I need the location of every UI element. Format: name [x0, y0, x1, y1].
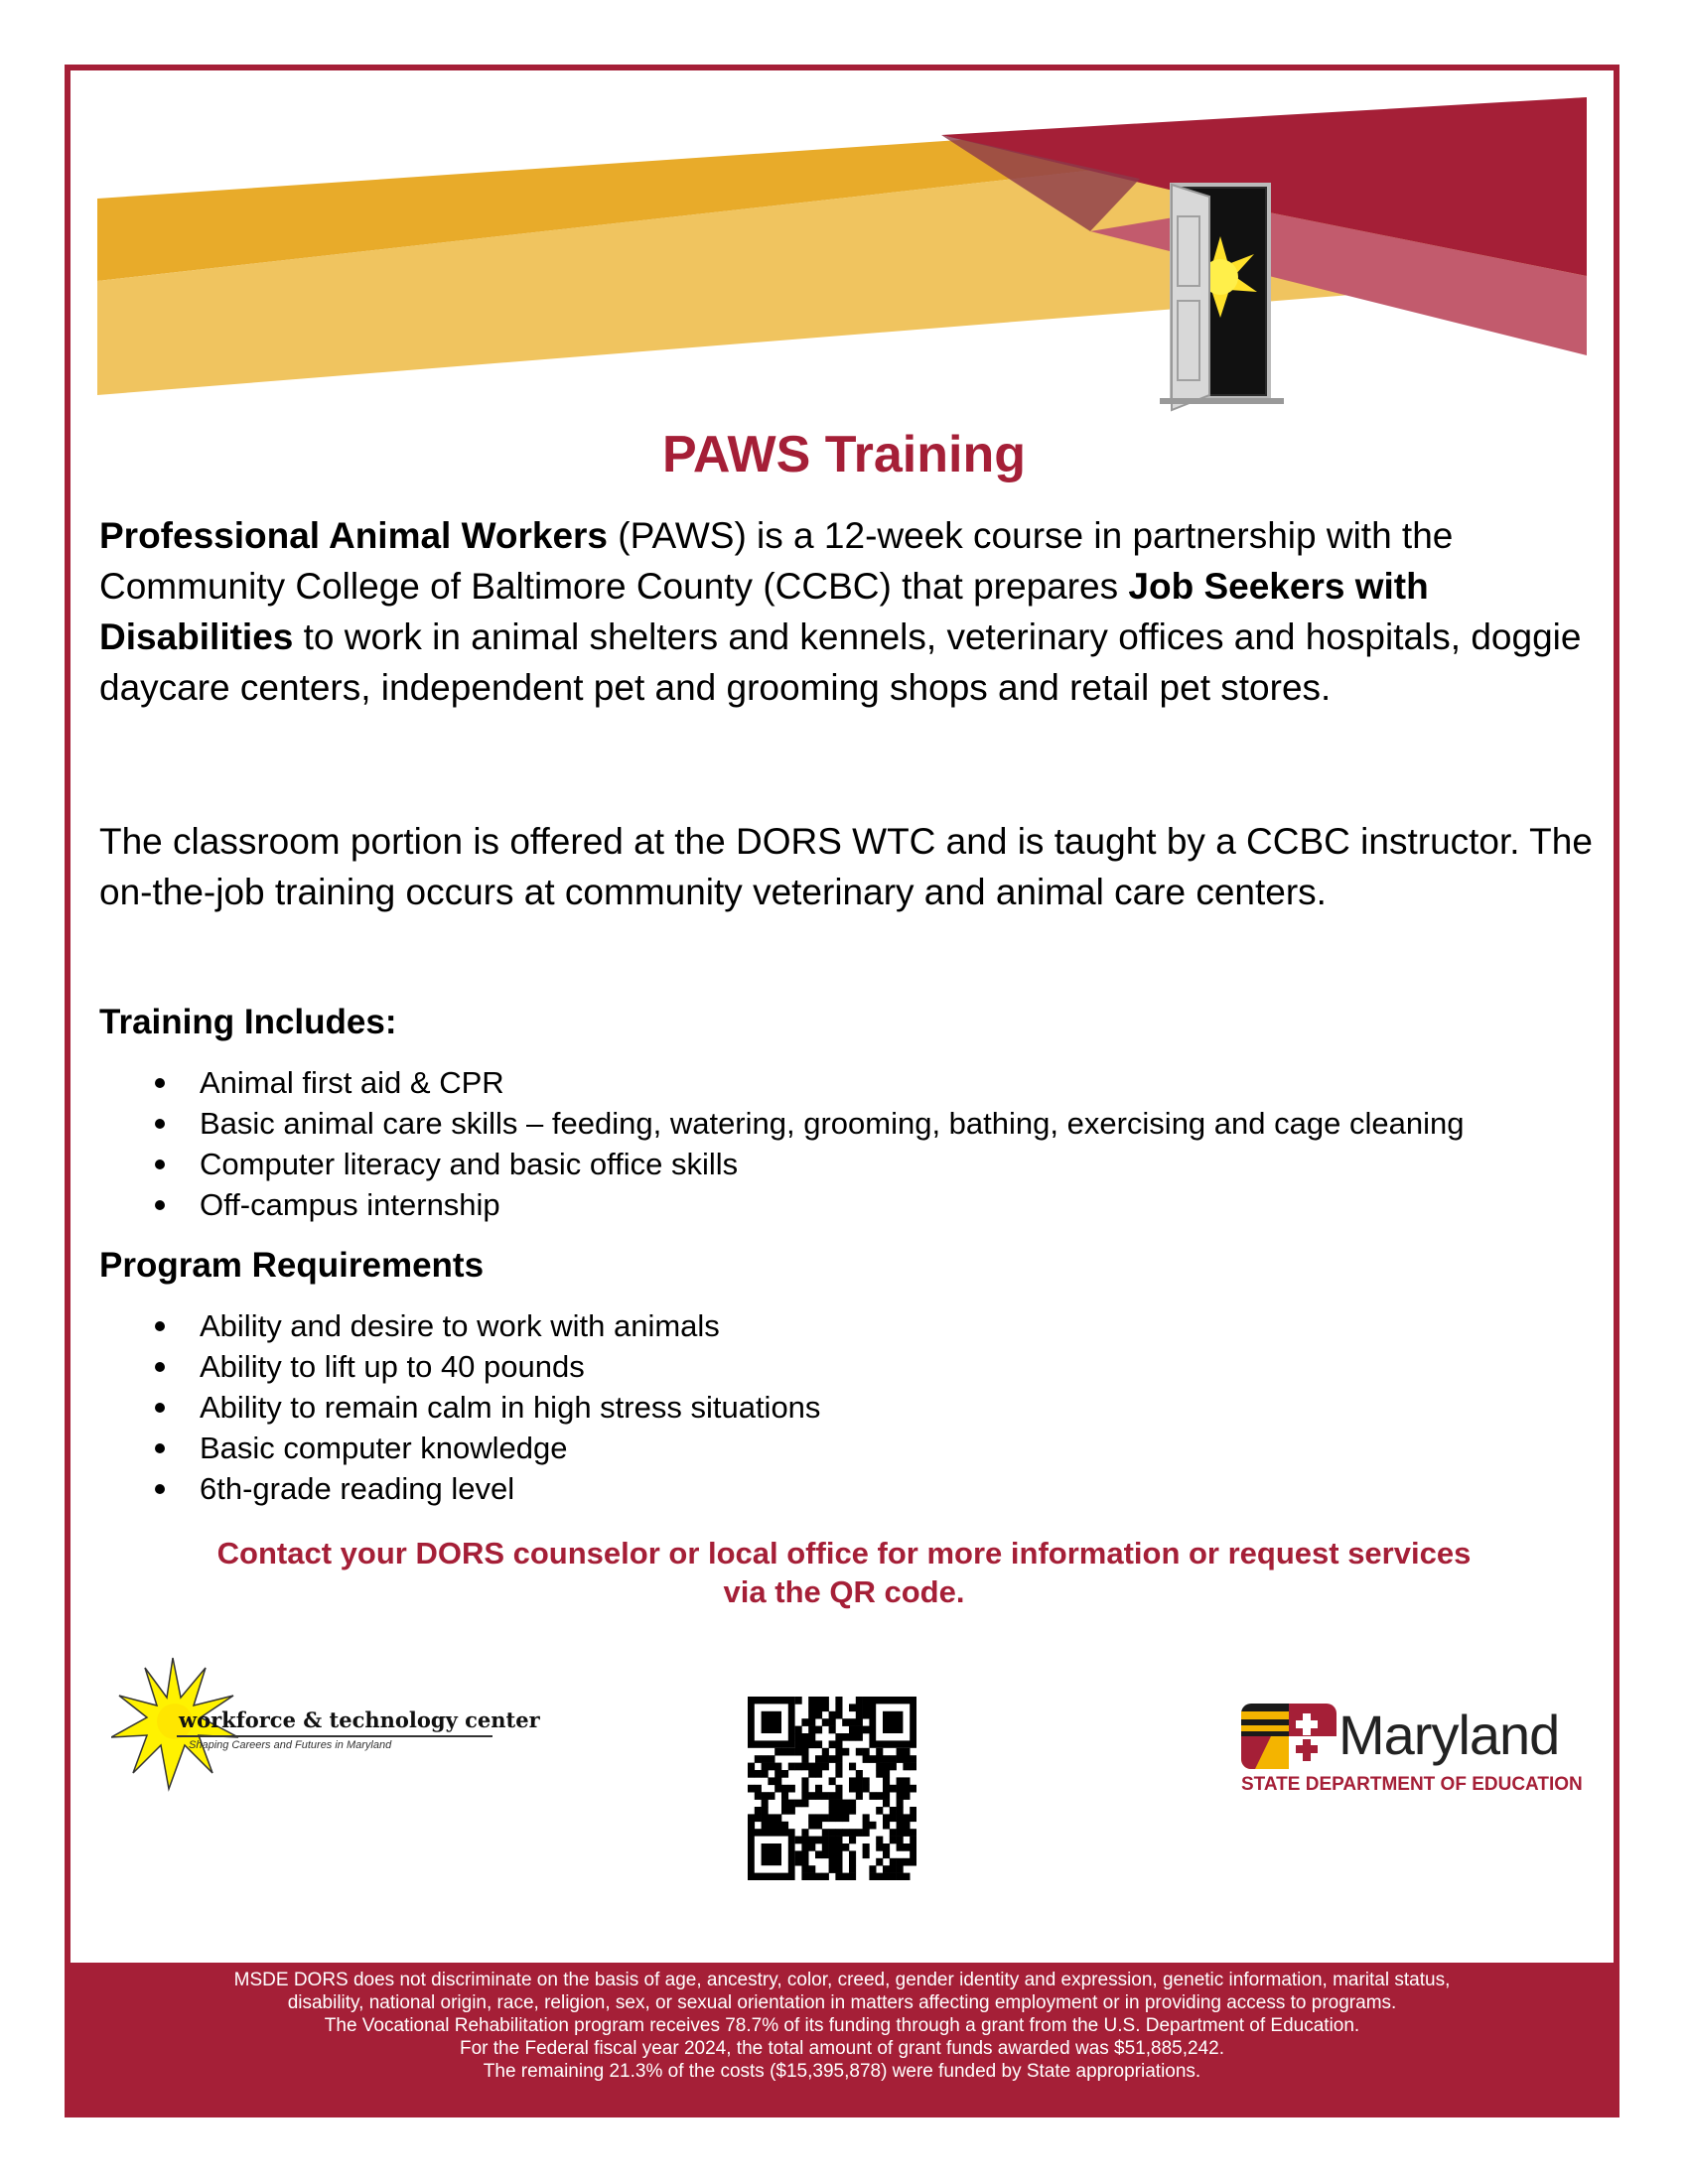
- wtc-name: workforce & technology center: [179, 1707, 540, 1732]
- list-item: [99, 1387, 1609, 1428]
- list-item: [99, 1144, 1609, 1184]
- open-door-sunburst-icon: [1160, 185, 1284, 410]
- list-item: [99, 1103, 1609, 1144]
- intro-bold-audience: Job Seekers with Disabilities: [99, 566, 1429, 657]
- intro-text-2: to work in animal shelters and kennels, veterinary offices and hospitals, doggie daycare centers, independent pet and grooming shops and retail pet stores.: [99, 616, 1582, 708]
- list-item-text: Off-campus internship: [200, 1187, 500, 1222]
- list-item-text: Ability to remain calm in high stress situations: [200, 1390, 821, 1425]
- requirements-list: [99, 1305, 1609, 1509]
- list-item-text: Ability to lift up to 40 pounds: [200, 1349, 585, 1384]
- qr-code-icon[interactable]: [748, 1697, 916, 1880]
- list-item: [99, 1468, 1609, 1509]
- wtc-underline: [177, 1735, 492, 1737]
- bullet-icon: [155, 1119, 165, 1129]
- footer-line: MSDE DORS does not discriminate on the basis of age, ancestry, color, creed, gender identity and expression, genetic information, marital status,: [233, 1970, 1451, 1990]
- list-item: [99, 1346, 1609, 1387]
- footer-line: For the Federal fiscal year 2024, the total amount of grant funds awarded was $51,885,242.: [460, 2038, 1224, 2059]
- intro-paragraph: [99, 510, 1599, 713]
- training-list: [99, 1062, 1609, 1225]
- bullet-icon: [155, 1362, 165, 1372]
- list-item: [99, 1062, 1609, 1103]
- contact-callout: [0, 1534, 1688, 1611]
- bullet-icon: [155, 1321, 165, 1331]
- footer-line: The Vocational Rehabilitation program receives 78.7% of its funding through a grant from the U.S. Department of Education.: [324, 2015, 1360, 2036]
- intro-text-1: (PAWS) is a 12-week course in partnership with the Community College of Baltimore County (CCBC) that prepares: [99, 515, 1454, 607]
- list-item-text: Animal first aid & CPR: [200, 1065, 504, 1100]
- list-item-text: Computer literacy and basic office skills: [200, 1147, 739, 1181]
- list-item-text: Basic animal care skills – feeding, watering, grooming, bathing, exercising and cage cleaning: [200, 1106, 1465, 1141]
- maryland-wordmark: Maryland: [1338, 1704, 1560, 1766]
- wtc-tagline: Shaping Careers and Futures in Maryland: [189, 1739, 392, 1751]
- bullet-icon: [155, 1443, 165, 1453]
- list-item: [99, 1428, 1609, 1468]
- contact-line-2: via the QR code.: [723, 1574, 965, 1609]
- bullet-icon: [155, 1484, 165, 1494]
- maryland-flag-icon: [1241, 1704, 1336, 1769]
- bullet-icon: [155, 1200, 165, 1210]
- footer-line: disability, national origin, race, religion, sex, or sexual orientation in matters affecting employment or in providing access to programs.: [287, 1992, 1397, 2013]
- list-item-text: Ability and desire to work with animals: [200, 1308, 720, 1343]
- bullet-icon: [155, 1078, 165, 1088]
- bullet-icon: [155, 1403, 165, 1413]
- training-heading: Training Includes:: [99, 1003, 397, 1041]
- header-banner: [97, 97, 1587, 415]
- contact-line-1: Contact your DORS counselor or local office for more information or request services: [216, 1536, 1472, 1570]
- list-item: [99, 1305, 1609, 1346]
- classroom-paragraph: The classroom portion is offered at the DORS WTC and is taught by a CCBC instructor. The on-the-job training occurs at community veterinary and animal care centers.: [99, 821, 1593, 912]
- list-item: [99, 1184, 1609, 1225]
- bullet-icon: [155, 1160, 165, 1169]
- intro-bold-program-name: Professional Animal Workers: [99, 515, 609, 556]
- requirements-heading: Program Requirements: [99, 1246, 485, 1285]
- maryland-subtitle: STATE DEPARTMENT OF EDUCATION: [1241, 1774, 1583, 1795]
- footer-disclaimer: [65, 1963, 1619, 2117]
- list-item-text: Basic computer knowledge: [200, 1431, 568, 1465]
- list-item-text: 6th-grade reading level: [200, 1471, 515, 1506]
- footer-line: The remaining 21.3% of the costs ($15,395,878) were funded by State appropriations.: [483, 2061, 1201, 2082]
- page-title: PAWS Training: [662, 426, 1026, 483]
